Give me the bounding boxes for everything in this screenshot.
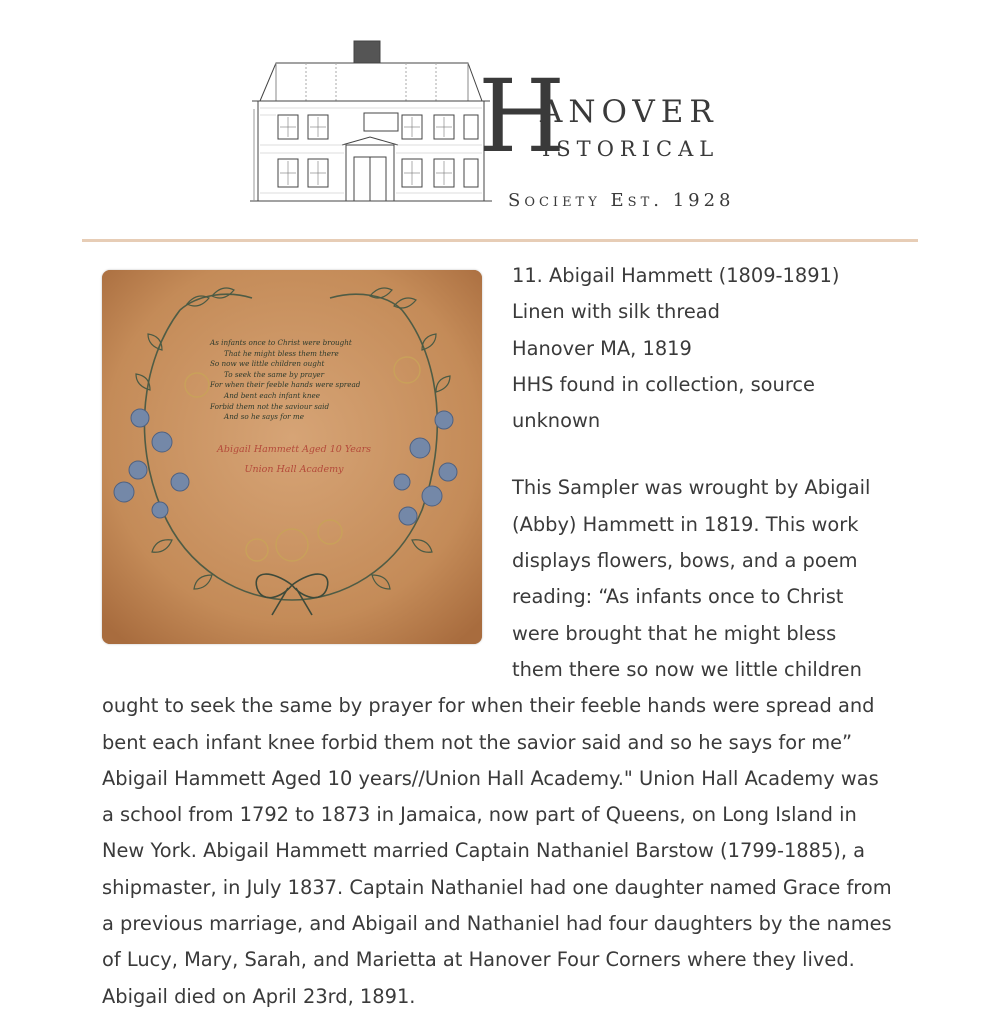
sampler-poem-line: And bent each infant knee [224,390,321,400]
house-illustration [246,33,496,208]
sampler-signature-name: Abigail Hammett Aged 10 Years [217,444,371,455]
sampler-poem-line: So now we little children ought [210,359,325,369]
site-logo[interactable] [240,25,760,215]
item-provenance: HHS found in collection, source unknown [512,372,815,433]
item-material: Linen with silk thread [512,300,720,324]
logo-line-historical: ISTORICAL [542,137,720,161]
logo-line-society: Society Est. 1928 [508,190,735,211]
sampler-poem-line: As infants once to Christ were brought [210,338,352,347]
sampler-poem-line: That he might bless them there [224,348,339,358]
sampler-poem-line: To seek the same by prayer [224,369,325,379]
logo-letter-h: H [478,58,566,175]
sampler-poem [210,338,370,423]
sampler-poem-line: And so he says for me [224,412,304,422]
sampler-poem-line: For when their feeble hands were spread [210,380,361,390]
sampler-signature [214,440,374,480]
sampler-image[interactable] [102,270,482,644]
item-place-date: Hanover MA, 1819 [512,336,692,360]
logo-line-hanover: ANOVER [540,94,719,130]
header-divider [82,239,918,242]
article-content [102,258,892,1015]
item-description: This Sampler was wrought by Abigail (Abby) Hammett in 1819. This work displays flowers, bows, and a poem reading: “As infants once to Christ were brought that he might bless them there so now we little children ought to seek the same by prayer for when their feeble hands were spread and bent each infant knee forbid them not the savior said and so he says for me” Abigail Hammett Aged 10 years//Union Hall Academy." Union Hall Academy was a school from 1792 to 1873 in Jamaica, now part of Queens, on Long Island in New York. Abigail Hammett married Captain Nathaniel Barstow (1799-1885), a shipmaster, in July 1837. Captain Nathaniel had one daughter named Grace from a previous marriage, and Abigail and Nathaniel had four daughters by the names of Lucy, Mary, Sarah, and Marietta at Hanover Four Corners where they lived. Abigail died on April 23rd, 1891. [102,476,892,1008]
logo-wordmark [478,58,758,211]
sampler-poem-line: Forbid them not the saviour said [210,401,330,411]
sampler-signature-academy: Union Hall Academy [244,464,344,475]
item-title: 11. Abigail Hammett (1809-1891) [512,264,840,287]
site-header [0,0,1000,240]
